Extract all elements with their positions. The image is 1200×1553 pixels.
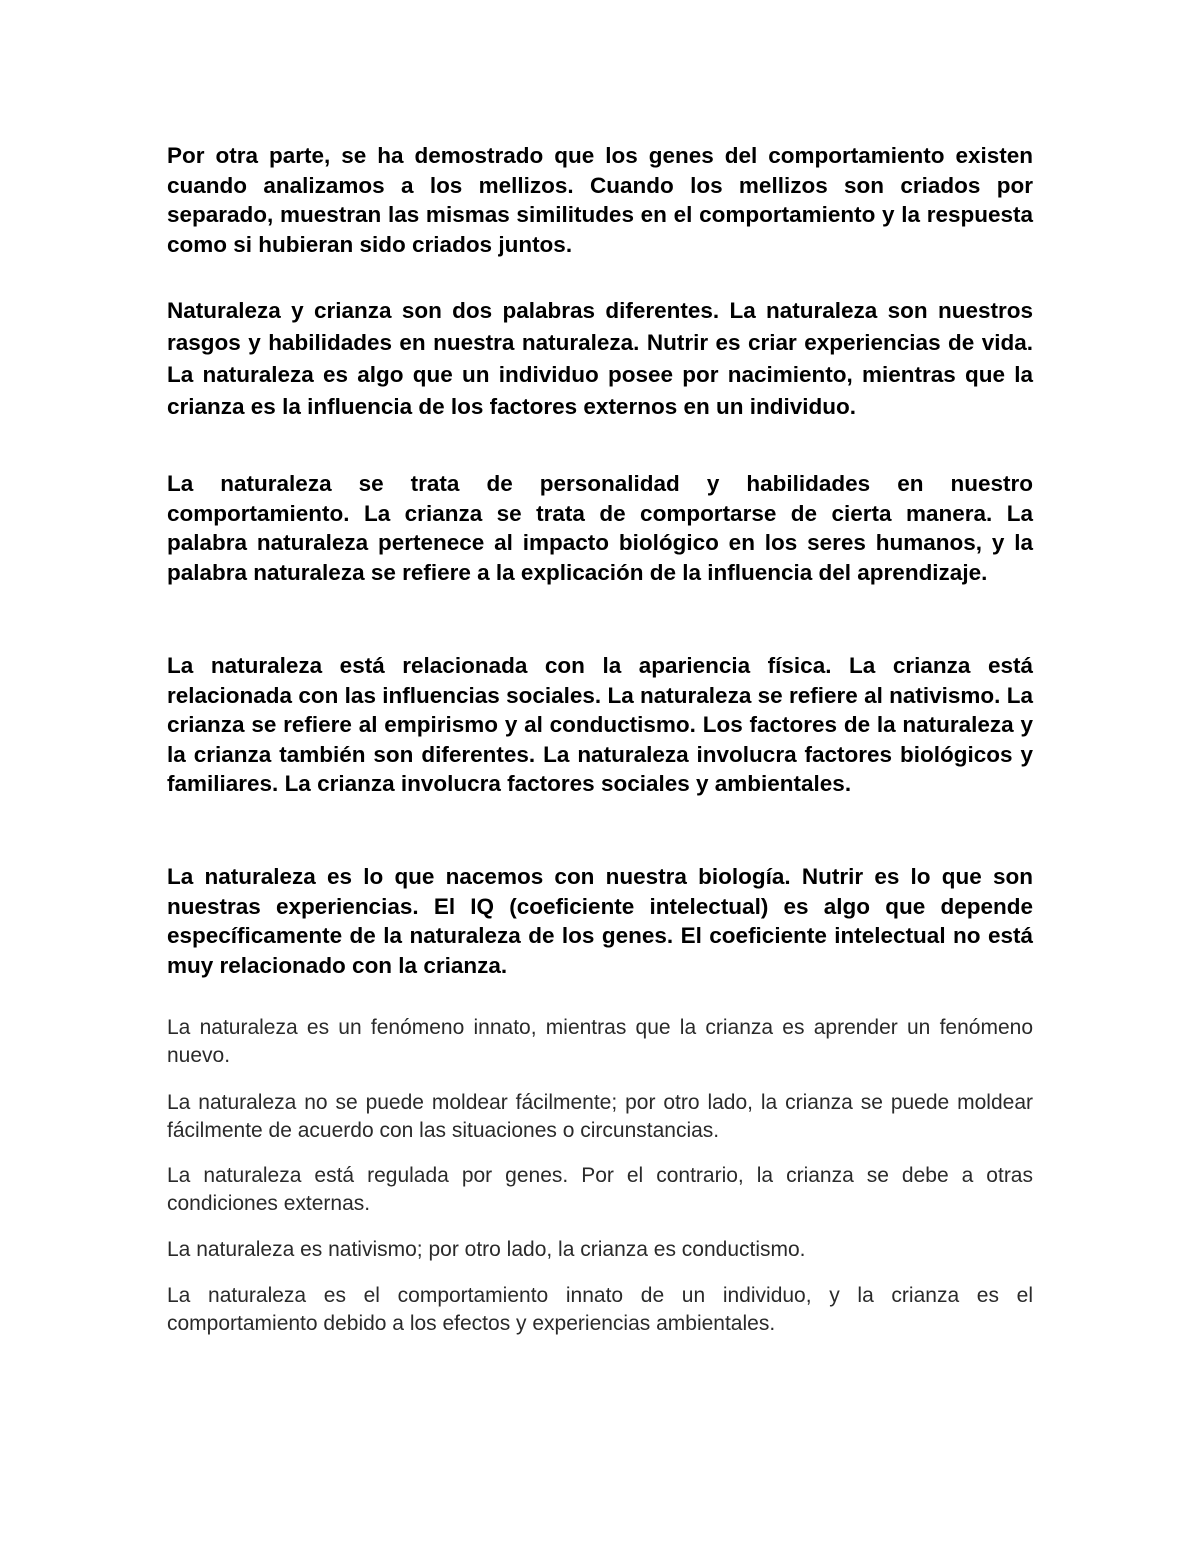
paragraph-personality-abilities: La naturaleza se trata de personalidad y habilidades en nuestro comportamiento. La crianza se trata de comportarse de cierta manera. La palabra naturaleza pertenece al impacto biológico en los seres humanos, y la palabra naturaleza se refiere a la explicación de la influencia del aprendizaje. xyxy=(167,471,1033,585)
paragraph-nativism-behaviorism: La naturaleza es nativismo; por otro lado, la crianza es conductismo. xyxy=(167,1238,806,1261)
paragraph-innate-behavior: La naturaleza es el comportamiento innato de un individuo, y la crianza es el comportamiento debido a los efectos y experiencias ambientales. xyxy=(167,1284,1033,1335)
paragraph-innate-phenomenon: La naturaleza es un fenómeno innato, mientras que la crianza es aprender un fenómeno nuevo. xyxy=(167,1016,1033,1067)
paragraph-nature-nurture-definition: Naturaleza y crianza son dos palabras diferentes. La naturaleza son nuestros rasgos y habilidades en nuestra naturaleza. Nutrir es criar experiencias de vida. La naturaleza es algo que un individuo posee por nacimiento, mientras que la crianza es la influencia de los factores externos en un individuo. xyxy=(167,298,1033,419)
paragraph-genes-regulated: La naturaleza está regulada por genes. Por el contrario, la crianza se debe a otras condiciones externas. xyxy=(167,1164,1033,1215)
paragraph-twins-genes: Por otra parte, se ha demostrado que los genes del comportamiento existen cuando analizamos a los mellizos. Cuando los mellizos son criados por separado, muestran las mismas similitudes en el comportamiento y la respuesta como si hubieran sido criados juntos. xyxy=(167,143,1033,257)
paragraph-physical-social: La naturaleza está relacionada con la apariencia física. La crianza está relacionada con las influencias sociales. La naturaleza se refiere al nativismo. La crianza se refiere al empirismo y al conductismo. Los factores de la naturaleza y la crianza también son diferentes. La naturaleza involucra factores biológicos y familiares. La crianza involucra factores sociales y ambientales. xyxy=(167,653,1033,796)
paragraph-moldable: La naturaleza no se puede moldear fácilmente; por otro lado, la crianza se puede moldear fácilmente de acuerdo con las situaciones o circunstancias. xyxy=(167,1091,1033,1142)
paragraph-biology-iq: La naturaleza es lo que nacemos con nuestra biología. Nutrir es lo que son nuestras experiencias. El IQ (coeficiente intelectual) es algo que depende específicamente de la naturaleza de los genes. El coeficiente intelectual no está muy relacionado con la crianza. xyxy=(167,864,1033,978)
